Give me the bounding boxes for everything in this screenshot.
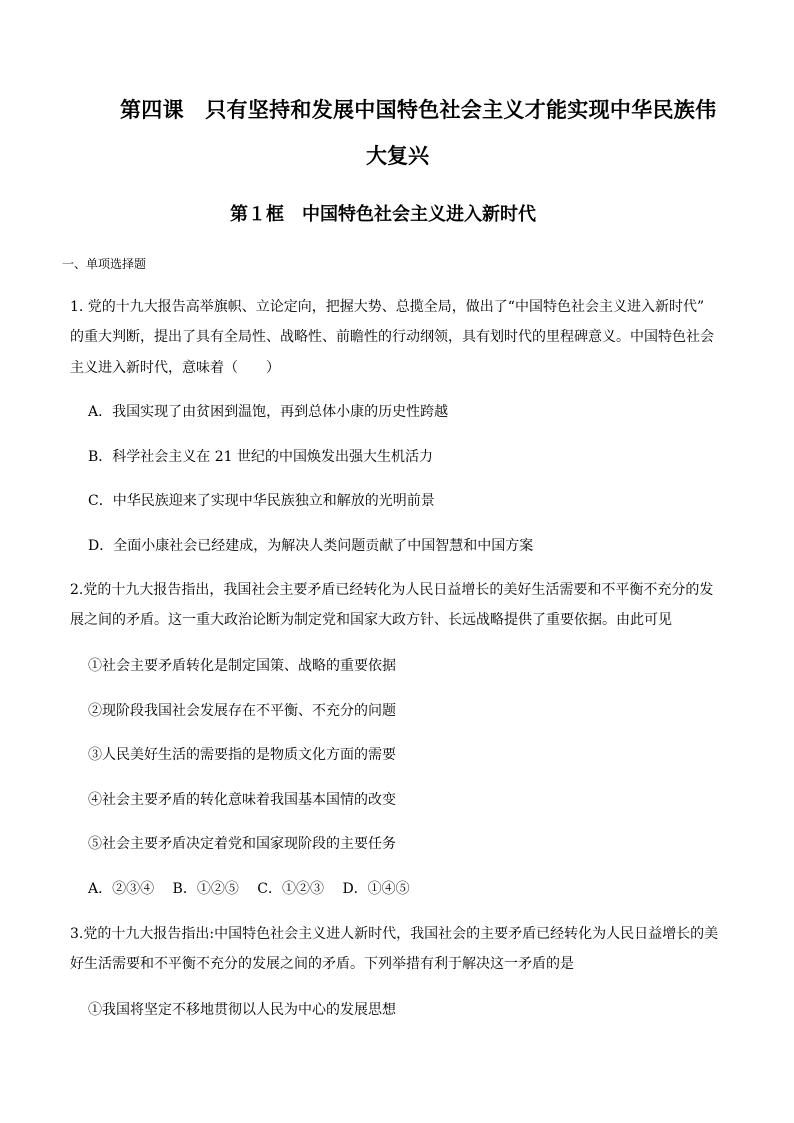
question-3-line-1: 3.党的十九大报告指出:中国特色社会主义进人新时代，我国社会的主要矛盾已经转化为人民日益增长的美 xyxy=(70,926,719,942)
question-3-item-1: ①我国将坚定不移地贯彻以人民为中心的发展思想 xyxy=(88,1002,396,1018)
question-2-item-5: ⑤社会主要矛盾决定着党和国家现阶段的主要任务 xyxy=(88,836,396,852)
question-2-line-2: 展之间的矛盾。这一重大政治论断为制定党和国家大政方针、长远战略提供了重要依据。由此可见 xyxy=(70,612,672,628)
question-1-option-d: D．全面小康社会已经建成，为解决人类问题贡献了中国智慧和中国方案 xyxy=(88,538,534,554)
question-1-line-2: 的重大判断，提出了具有全局性、战略性、前瞻性的行动纲领，具有划时代的里程碑意义。中国特色社会 xyxy=(70,329,714,345)
question-2-item-2: ②现阶段我国社会发展存在不平衡、不充分的问题 xyxy=(88,703,396,719)
question-2-item-4: ④社会主要矛盾的转化意味着我国基本国情的改变 xyxy=(88,792,396,808)
lesson-title-continued: 大复兴 xyxy=(366,144,429,168)
question-1-option-b: B．科学社会主义在 21 世纪的中国焕发出强大生机活力 xyxy=(88,449,434,465)
lesson-title: 第四课 只有坚持和发展中国特色社会主义才能实现中华民族伟 xyxy=(120,98,717,122)
question-3-line-2: 好生活需要和不平衡不充分的发展之间的矛盾。下列举措有利于解决这一矛盾的是 xyxy=(70,956,574,972)
question-1-option-a: A．我国实现了由贫困到温饱，再到总体小康的历史性跨越 xyxy=(88,404,449,420)
section-subtitle: 第１框 中国特色社会主义进入新时代 xyxy=(230,204,536,225)
question-2-line-1: 2.党的十九大报告指出，我国社会主要矛盾已经转化为人民日益增长的美好生活需要和不平衡不充分的发 xyxy=(70,582,714,598)
question-1-line-1: 1. 党的十九大报告高举旗帜、立论定向，把握大势、总揽全局，做出了“中国特色社会主义进入新时代” xyxy=(70,299,705,315)
question-2-choices: A．②③④ B．①②⑤ C．①②③ D．①④⑤ xyxy=(88,881,410,897)
question-1-line-3: 主义进入新时代，意味着（ ） xyxy=(70,360,280,376)
section-label: 一、单项选择题 xyxy=(62,257,147,271)
question-1-option-c: C．中华民族迎来了实现中华民族独立和解放的光明前景 xyxy=(88,493,435,509)
question-2-item-1: ①社会主要矛盾转化是制定国策、战略的重要依据 xyxy=(88,658,396,674)
question-2-item-3: ③人民美好生活的需要指的是物质文化方面的需要 xyxy=(88,747,396,763)
